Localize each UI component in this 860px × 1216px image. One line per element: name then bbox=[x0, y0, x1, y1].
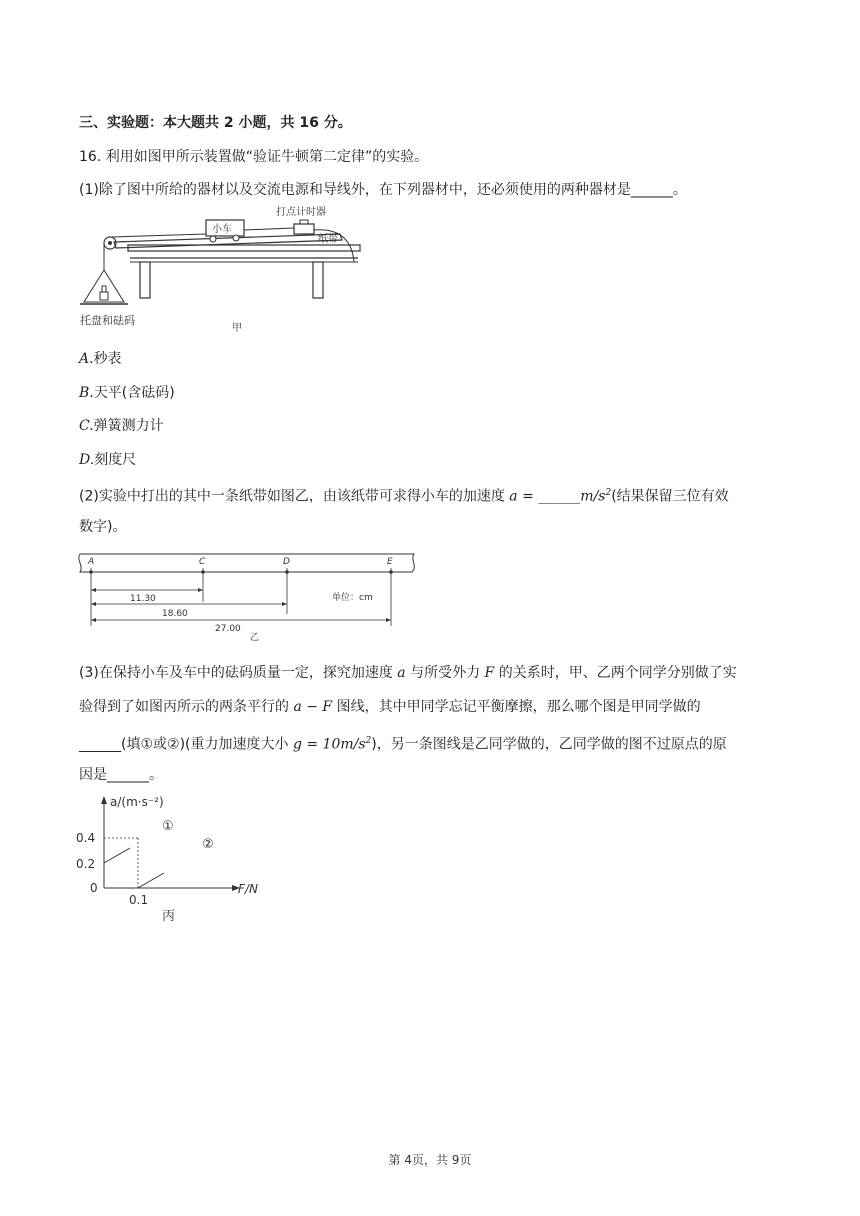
question-stem: 16. 利用如图甲所示装置做“验证牛顿第二定律”的实验。 bbox=[79, 149, 429, 165]
page-footer: 第 4页，共 9页 bbox=[388, 1153, 472, 1167]
tape-label: 纸带 bbox=[318, 234, 338, 245]
part1-text: (1)除了图中所给的器材以及交流电源和导线外，在下列器材中，还必须使用的两种器材是______。 bbox=[79, 182, 687, 198]
part3-line2: 验得到了如图丙所示的两条平行的 a − F 图线，其中甲同学忘记平衡摩擦，那么哪个图是甲同学做的 bbox=[79, 699, 701, 715]
part3-line4: 因是______。 bbox=[79, 767, 163, 783]
x-axis-label: F/N bbox=[238, 882, 258, 896]
option-c[interactable]: C.弹簧测力计 bbox=[79, 418, 164, 434]
y-tick-0-4: 0.4 bbox=[76, 831, 96, 845]
option-b[interactable]: B.天平(含砝码) bbox=[79, 385, 175, 401]
section-title: 三、实验题：本大题共 2 小题，共 16 分。 bbox=[79, 115, 352, 131]
y-tick-0-2: 0.2 bbox=[76, 857, 96, 871]
option-a[interactable]: A.秒表 bbox=[79, 351, 122, 367]
y-axis-label: a/(m·s⁻²) bbox=[110, 796, 164, 809]
point-c: C bbox=[199, 557, 206, 567]
tray-label: 托盘和砝码 bbox=[80, 314, 135, 327]
part2-line1: (2)实验中打出的其中一条纸带如图乙，由该纸带可求得小车的加速度 $a = \_\_\_\_\_\_m/s^2$(结果保留三位有效 bbox=[79, 488, 729, 505]
dim-ac: 11.30 bbox=[130, 594, 156, 604]
part2-line2: 数字)。 bbox=[79, 519, 127, 535]
point-d: D bbox=[283, 557, 290, 567]
figure-yi-caption: 乙 bbox=[250, 633, 260, 643]
line2-label: ② bbox=[202, 837, 214, 852]
part3-line3: ______(填①或②)(重力加速度大小 $g = 10m/s^2$)，另一条图线是乙同学做的，乙同学做的图不过原点的原 bbox=[79, 736, 727, 753]
x-tick-0-1: 0.1 bbox=[129, 893, 149, 907]
dim-ae: 27.00 bbox=[215, 624, 241, 634]
y-tick-0: 0 bbox=[90, 881, 98, 895]
unit-label: 单位：cm bbox=[332, 593, 373, 603]
timer-label: 打点计时器 bbox=[276, 207, 326, 218]
figure-bing bbox=[74, 796, 274, 926]
figure-yi bbox=[72, 550, 422, 644]
figure-jia bbox=[70, 200, 370, 340]
cart-label: 小车 bbox=[212, 224, 232, 235]
part3-line1: (3)在保持小车及车中的砝码质量一定，探究加速度 a 与所受外力 F 的关系时，甲、乙两个同学分别做了实 bbox=[79, 665, 737, 681]
point-e: E bbox=[387, 557, 393, 567]
series-line-1 bbox=[104, 848, 130, 863]
line1-label: ① bbox=[162, 819, 174, 834]
figure-jia-caption: 甲 bbox=[232, 323, 242, 334]
dim-ad: 18.60 bbox=[162, 609, 188, 619]
option-d[interactable]: D.刻度尺 bbox=[79, 452, 137, 468]
figure-bing-caption: 丙 bbox=[162, 909, 176, 924]
point-a: A bbox=[88, 557, 95, 567]
series-line-2 bbox=[138, 873, 164, 888]
